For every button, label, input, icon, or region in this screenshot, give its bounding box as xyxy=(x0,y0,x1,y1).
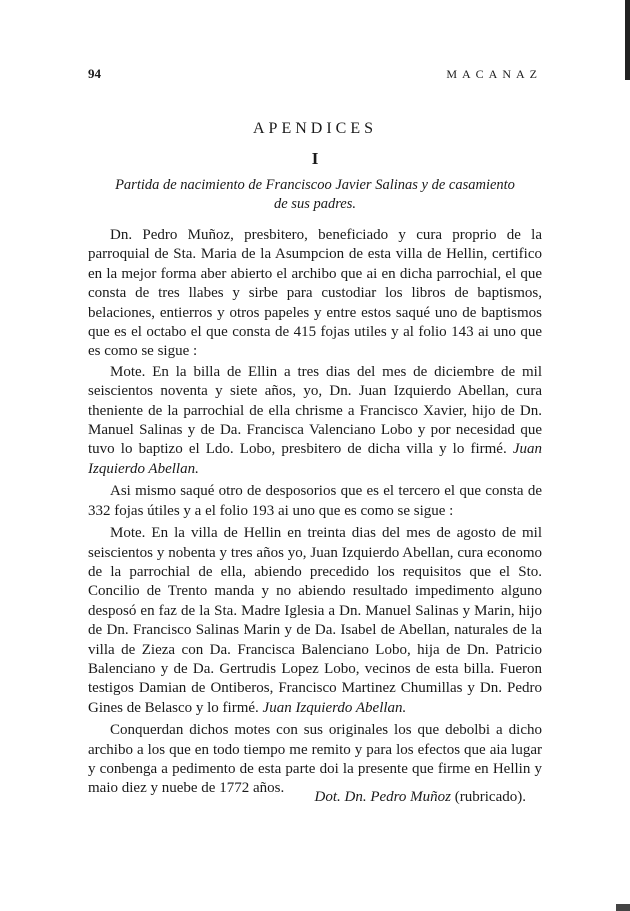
signatory-name: Dot. Dn. Pedro Muñoz xyxy=(314,789,452,805)
signature-note: (rubricado). xyxy=(454,789,526,805)
baptism-record-signature: Juan Izquierdo Abellan. xyxy=(88,441,542,477)
page-corner-mark xyxy=(616,904,630,911)
paragraph-concordance: Conquerdan dichos motes con sus originales los que debolbi a dicho archibo a los que en todo tiempo me remito y para los efectos que aia lugar y conbenga a pedimento de esta parte doi la presente que firme en Hellin y maio diez y nuebe de 1772 años. xyxy=(88,722,542,797)
page-number: 94 xyxy=(88,66,101,81)
section-subtitle xyxy=(88,176,542,214)
paragraph-marriage-intro: Asi mismo saqué otro de desposorios que es el tercero el que consta de 332 fojas útiles y a el folio 193 ai uno que es como se sigue : xyxy=(88,483,542,519)
closing-signature xyxy=(88,789,526,806)
page-edge-mark xyxy=(625,0,630,80)
subtitle-line-1: Partida de nacimiento de Franciscoo Javier Salinas y de casamiento xyxy=(115,177,515,193)
document-body xyxy=(88,226,542,799)
paragraph-baptism-record xyxy=(88,363,542,479)
paragraph-marriage-record xyxy=(88,524,542,718)
marriage-record-signature: Juan Izquierdo Abellan. xyxy=(262,699,407,716)
subtitle-line-2: de sus padres. xyxy=(273,196,357,212)
paragraph-certification: Dn. Pedro Muñoz, presbitero, beneficiado y cura proprio de la parroquial de Sta. Maria de la Asumpcion de esta villa de Hellin, certifico en la mejor forma aber abierto el archibo que ai en dicha parrochial, el que consta de tres llabes y sirbe para custodiar los libros de baptismos, belaciones, entierros y otros papeles y entre estos saqué uno de baptismos que es el octabo el que consta de 415 fojas utiles y al folio 143 ai uno que es como se sigue : xyxy=(88,227,542,360)
marriage-record-text: Mote. En la villa de Hellin en treinta dias del mes de agosto de mil seiscientos y nobenta y tres años yo, Juan Izquierdo Abellan, cura economo de la parrochial de ella, abiendo precedido los requisitos que el Sto. Concilio de Trento manda y no abiendo resultado impedimento alguno desposó en faz de la Sta. Madre Iglesia a Dn. Manuel Salinas y Marin, hijo de Dn. Francisco Salinas Marin y de Da. Isabel de Abellan, naturales de la villa de Zieza con Da. Francisca Balenciano Lobo, hija de Dn. Patricio Balenciano y de Da. Gertrudis Lopez Lobo, vecinos de esta billa. Fueron testigos Damian de Ontiberos, Francisco Martinez Chumillas y Dn. Pedro Gines de Belasco y lo firmé. xyxy=(88,525,542,716)
running-header xyxy=(88,66,542,82)
section-title: APENDICES xyxy=(252,120,377,137)
baptism-record-text: Mote. En la billa de Ellin a tres dias del mes de diciembre de mil seiscientos noventa y siete años, yo, Dn. Juan Izquierdo Abellan, cura theniente de la parrochial de ella chrisme a Francisco Xavier, hijo de Dn. Manuel Salinas y de Da. Francisca Valenciano Lobo y por necesidad que tuvo lo baptizo el Ldo. Lobo, presbitero de dicha villa y lo firmé. xyxy=(88,363,542,458)
section-number: I xyxy=(311,149,319,168)
running-title: MACANAZ xyxy=(446,67,542,81)
